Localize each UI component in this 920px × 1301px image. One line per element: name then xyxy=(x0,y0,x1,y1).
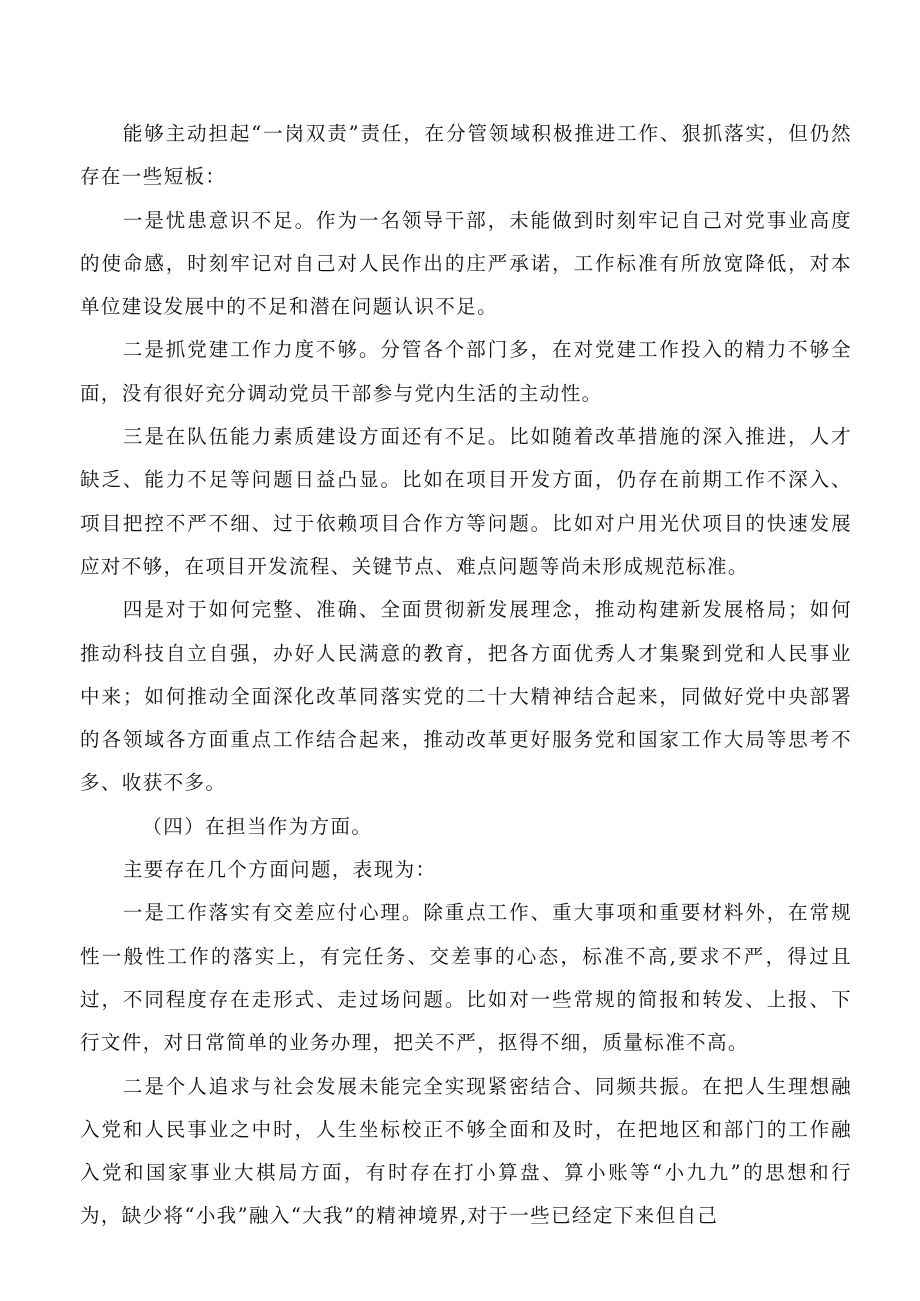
section-heading: （四）在担当作为方面。 xyxy=(142,814,373,838)
paragraph-section-intro: 主要存在几个方面问题，表现为： xyxy=(122,858,437,882)
paragraph-intro: 能够主动担起“一岗双责”责任，在分管领域积极推进工作、狠抓落实，但仍然存在一些短板： xyxy=(80,122,852,189)
paragraph-section-item-2: 二是个人追求与社会发展未能完全实现紧密结合、同频共振。在把人生理想融入党和人民事业之中时，人生坐标校正不够全面和及时，在把地区和部门的工作融入党和国家事业大棋局方面，有时存在打小算盘、算小账等“小九九”的思想和行为，缺少将“小我”融入“大我”的精神境界,对于一些已经定下来但自己 xyxy=(80,1074,852,1228)
paragraph-item-2: 二是抓党建工作力度不够。分管各个部门多，在对党建工作投入的精力不够全面，没有很好充分调动党员干部参与党内生活的主动性。 xyxy=(80,338,852,405)
paragraph-section-item-1: 一是工作落实有交差应付心理。除重点工作、重大事项和重要材料外，在常规性一般性工作的落实上，有完任务、交差事的心态，标准不高,要求不严，得过且过，不同程度存在走形式、走过场问题。比如对一些常规的简报和转发、上报、下行文件，对日常简单的业务办理，把关不严，抠得不细，质量标准不高。 xyxy=(80,901,852,1055)
paragraph-item-1: 一是忧患意识不足。作为一名领导干部，未能做到时刻牢记自己对党事业高度的使命感，时刻牢记对自己对人民作出的庄严承诺，工作标准有所放宽降低，对本单位建设发展中的不足和潜在问题认识不足。 xyxy=(80,208,852,319)
paragraph-item-3: 三是在队伍能力素质建设方面还有不足。比如随着改革措施的深入推进，人才缺乏、能力不足等问题日益凸显。比如在项目开发方面，仍存在前期工作不深入、项目把控不严不细、过于依赖项目合作方等问题。比如对户用光伏项目的快速发展应对不够，在项目开发流程、关键节点、难点问题等尚未形成规范标准。 xyxy=(80,425,852,578)
paragraph-item-4: 四是对于如何完整、准确、全面贯彻新发展理念，推动构建新发展格局；如何推动科技自立自强，办好人民满意的教育，把各方面优秀人才集聚到党和人民事业中来；如何推动全面深化改革同落实党的二十大精神结合起来，同做好党中央部署的各领域各方面重点工作结合起来，推动改革更好服务党和国家工作大局等思考不多、收获不多。 xyxy=(80,598,852,795)
